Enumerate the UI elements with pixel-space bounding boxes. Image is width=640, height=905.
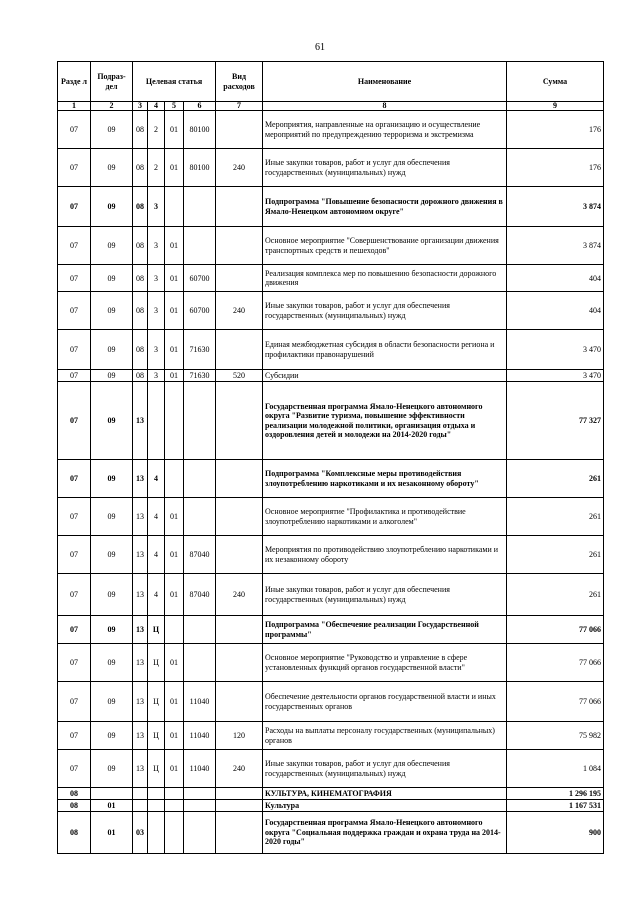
cell-event: 01 [165, 227, 184, 265]
cell-name: Расходы на выплаты персоналу государственных (муниципальных) органов [263, 722, 507, 750]
cell-sum: 261 [507, 536, 604, 574]
table-row [58, 460, 604, 498]
cell-direction [184, 812, 216, 854]
cell-program: 08 [133, 111, 148, 149]
cell-sum: 261 [507, 498, 604, 536]
table-row [58, 498, 604, 536]
cell-sum: 77 327 [507, 382, 604, 460]
cell-event: 01 [165, 265, 184, 292]
cell-razdel: 07 [58, 644, 91, 682]
column-number: 3 [133, 102, 148, 111]
table-row [58, 370, 604, 382]
table-row [58, 536, 604, 574]
table-row [58, 187, 604, 227]
cell-direction: 11040 [184, 722, 216, 750]
table-row [58, 330, 604, 370]
table-row [58, 800, 604, 812]
cell-subprogram: 4 [148, 536, 165, 574]
cell-sum: 77 066 [507, 644, 604, 682]
cell-direction: 60700 [184, 292, 216, 330]
cell-program: 13 [133, 750, 148, 788]
cell-program: 13 [133, 644, 148, 682]
cell-subprogram: 3 [148, 292, 165, 330]
cell-subprogram: Ц [148, 644, 165, 682]
table-row [58, 111, 604, 149]
cell-event: 01 [165, 370, 184, 382]
cell-razdel: 07 [58, 265, 91, 292]
cell-expense-type: 520 [216, 370, 263, 382]
cell-expense-type [216, 788, 263, 800]
cell-program: 08 [133, 149, 148, 187]
cell-event: 01 [165, 536, 184, 574]
cell-direction: 11040 [184, 682, 216, 722]
cell-podrazdel: 01 [91, 800, 133, 812]
cell-event: 01 [165, 574, 184, 616]
cell-direction: 87040 [184, 536, 216, 574]
page-number: 61 [315, 42, 325, 53]
cell-sum: 176 [507, 111, 604, 149]
cell-event [165, 460, 184, 498]
cell-subprogram: 3 [148, 265, 165, 292]
cell-subprogram: 4 [148, 498, 165, 536]
cell-program: 13 [133, 616, 148, 644]
cell-podrazdel: 09 [91, 370, 133, 382]
cell-subprogram: Ц [148, 616, 165, 644]
cell-event: 01 [165, 149, 184, 187]
cell-subprogram: 4 [148, 460, 165, 498]
cell-name: Единая межбюджетная субсидия в области безопасности региона и профилактики правонарушений [263, 330, 507, 370]
cell-razdel: 07 [58, 460, 91, 498]
cell-subprogram: 2 [148, 111, 165, 149]
table-row [58, 227, 604, 265]
cell-podrazdel: 09 [91, 330, 133, 370]
cell-name: Обеспечение деятельности органов государственной власти и иных государственных органов [263, 682, 507, 722]
cell-subprogram: 3 [148, 370, 165, 382]
column-number: 4 [148, 102, 165, 111]
cell-subprogram [148, 812, 165, 854]
cell-razdel: 07 [58, 187, 91, 227]
cell-razdel: 07 [58, 722, 91, 750]
cell-event: 01 [165, 682, 184, 722]
cell-program: 13 [133, 574, 148, 616]
cell-program: 13 [133, 382, 148, 460]
cell-name: Подпрограмма "Обеспечение реализации Государственной программы" [263, 616, 507, 644]
cell-subprogram: 2 [148, 149, 165, 187]
cell-subprogram: 3 [148, 330, 165, 370]
cell-program [133, 800, 148, 812]
cell-expense-type [216, 187, 263, 227]
cell-razdel: 07 [58, 370, 91, 382]
cell-subprogram: Ц [148, 722, 165, 750]
cell-sum: 404 [507, 292, 604, 330]
table-row [58, 382, 604, 460]
cell-event [165, 800, 184, 812]
cell-subprogram [148, 382, 165, 460]
cell-expense-type [216, 382, 263, 460]
cell-podrazdel: 09 [91, 750, 133, 788]
cell-podrazdel: 09 [91, 265, 133, 292]
header-celevaya: Целевая статья [133, 62, 216, 102]
cell-name: Государственная программа Ямало-Ненецкого автономного округа "Развитие туризма, повышение эффективности реализации молодежной политики, организация отдыха и оздоровления детей и молодежи на 2014-2020 годы" [263, 382, 507, 460]
cell-expense-type: 240 [216, 574, 263, 616]
table-row [58, 722, 604, 750]
cell-program: 08 [133, 370, 148, 382]
cell-razdel: 07 [58, 750, 91, 788]
cell-event [165, 812, 184, 854]
cell-event [165, 187, 184, 227]
cell-direction: 80100 [184, 111, 216, 149]
cell-name: Иные закупки товаров, работ и услуг для обеспечения государственных (муниципальных) нужд [263, 574, 507, 616]
cell-event: 01 [165, 498, 184, 536]
cell-program: 13 [133, 722, 148, 750]
cell-sum: 1 084 [507, 750, 604, 788]
cell-razdel: 08 [58, 812, 91, 854]
cell-direction [184, 187, 216, 227]
cell-subprogram: 3 [148, 187, 165, 227]
column-number-row [58, 102, 604, 111]
cell-direction [184, 800, 216, 812]
cell-sum: 3 470 [507, 370, 604, 382]
cell-name: Государственная программа Ямало-Ненецкого автономного округа "Социальная поддержка граждан и охрана труда на 2014-2020 годы" [263, 812, 507, 854]
cell-program: 13 [133, 536, 148, 574]
cell-podrazdel: 09 [91, 616, 133, 644]
cell-razdel: 08 [58, 800, 91, 812]
cell-expense-type: 240 [216, 750, 263, 788]
cell-podrazdel: 09 [91, 644, 133, 682]
cell-sum: 3 874 [507, 227, 604, 265]
cell-direction [184, 644, 216, 682]
cell-name: Культура [263, 800, 507, 812]
cell-podrazdel [91, 788, 133, 800]
cell-expense-type [216, 644, 263, 682]
budget-table [57, 61, 604, 854]
cell-direction: 71630 [184, 330, 216, 370]
cell-subprogram: Ц [148, 750, 165, 788]
table-row [58, 682, 604, 722]
table-body [58, 111, 604, 854]
cell-sum: 404 [507, 265, 604, 292]
cell-razdel: 07 [58, 149, 91, 187]
cell-razdel: 07 [58, 616, 91, 644]
cell-event: 01 [165, 750, 184, 788]
cell-podrazdel: 09 [91, 111, 133, 149]
cell-event [165, 382, 184, 460]
column-number: 5 [165, 102, 184, 111]
cell-sum: 3 874 [507, 187, 604, 227]
cell-razdel: 08 [58, 788, 91, 800]
cell-name: Иные закупки товаров, работ и услуг для обеспечения государственных (муниципальных) нужд [263, 750, 507, 788]
table-row [58, 265, 604, 292]
cell-direction: 87040 [184, 574, 216, 616]
cell-program: 08 [133, 227, 148, 265]
cell-direction: 71630 [184, 370, 216, 382]
cell-event: 01 [165, 644, 184, 682]
cell-podrazdel: 09 [91, 227, 133, 265]
cell-expense-type [216, 330, 263, 370]
cell-name: Иные закупки товаров, работ и услуг для обеспечения государственных (муниципальных) нужд [263, 149, 507, 187]
cell-direction [184, 616, 216, 644]
cell-podrazdel: 09 [91, 460, 133, 498]
cell-razdel: 07 [58, 498, 91, 536]
cell-name: Основное мероприятие "Руководство и управление в сфере установленных функций органов государственной власти" [263, 644, 507, 682]
cell-event: 01 [165, 292, 184, 330]
cell-subprogram: Ц [148, 682, 165, 722]
cell-sum: 261 [507, 574, 604, 616]
cell-sum: 176 [507, 149, 604, 187]
cell-name: Иные закупки товаров, работ и услуг для обеспечения государственных (муниципальных) нужд [263, 292, 507, 330]
column-number: 8 [263, 102, 507, 111]
column-number: 2 [91, 102, 133, 111]
cell-program: 08 [133, 265, 148, 292]
table-row [58, 644, 604, 682]
cell-sum: 1 296 195 [507, 788, 604, 800]
cell-program: 13 [133, 460, 148, 498]
header-podrazdel: Подраз- дел [91, 62, 133, 102]
cell-direction: 60700 [184, 265, 216, 292]
header-name: Наименование [263, 62, 507, 102]
cell-sum: 77 066 [507, 616, 604, 644]
cell-name: Мероприятия по противодействию злоупотреблению наркотиками и их незаконному обороту [263, 536, 507, 574]
cell-sum: 1 167 531 [507, 800, 604, 812]
cell-expense-type: 240 [216, 149, 263, 187]
header-razdel: Разде л [58, 62, 91, 102]
cell-event: 01 [165, 111, 184, 149]
cell-program: 13 [133, 498, 148, 536]
table-row [58, 788, 604, 800]
cell-direction [184, 498, 216, 536]
cell-name: Основное мероприятие "Совершенствование организации движения транспортных средств и пешеходов" [263, 227, 507, 265]
cell-name: Мероприятия, направленные на организацию и осуществление мероприятий по предупреждению терроризма и экстремизма [263, 111, 507, 149]
table-row [58, 292, 604, 330]
table-row [58, 812, 604, 854]
cell-expense-type: 120 [216, 722, 263, 750]
cell-podrazdel: 09 [91, 187, 133, 227]
cell-podrazdel: 09 [91, 498, 133, 536]
cell-event: 01 [165, 330, 184, 370]
cell-name: КУЛЬТУРА, КИНЕМАТОГРАФИЯ [263, 788, 507, 800]
table-row [58, 616, 604, 644]
cell-expense-type [216, 682, 263, 722]
header-row [58, 62, 604, 102]
cell-direction: 11040 [184, 750, 216, 788]
cell-razdel: 07 [58, 227, 91, 265]
cell-podrazdel: 09 [91, 382, 133, 460]
cell-program: 08 [133, 187, 148, 227]
cell-subprogram: 3 [148, 227, 165, 265]
cell-name: Реализация комплекса мер по повышению безопасности дорожного движения [263, 265, 507, 292]
cell-razdel: 07 [58, 382, 91, 460]
cell-expense-type [216, 111, 263, 149]
cell-event [165, 616, 184, 644]
cell-sum: 75 982 [507, 722, 604, 750]
cell-podrazdel: 09 [91, 574, 133, 616]
table-row [58, 149, 604, 187]
cell-name: Основное мероприятие "Профилактика и противодействие злоупотреблению наркотиками и алкоголем" [263, 498, 507, 536]
cell-sum: 900 [507, 812, 604, 854]
cell-expense-type [216, 227, 263, 265]
cell-razdel: 07 [58, 330, 91, 370]
cell-program: 08 [133, 292, 148, 330]
cell-podrazdel: 09 [91, 722, 133, 750]
cell-podrazdel: 09 [91, 292, 133, 330]
cell-program: 08 [133, 330, 148, 370]
cell-razdel: 07 [58, 536, 91, 574]
column-number: 9 [507, 102, 604, 111]
cell-direction [184, 460, 216, 498]
cell-expense-type: 240 [216, 292, 263, 330]
cell-expense-type [216, 616, 263, 644]
cell-name: Субсидии [263, 370, 507, 382]
cell-program: 13 [133, 682, 148, 722]
cell-direction: 80100 [184, 149, 216, 187]
table-row [58, 750, 604, 788]
cell-sum: 77 066 [507, 682, 604, 722]
header-sum: Сумма [507, 62, 604, 102]
cell-razdel: 07 [58, 574, 91, 616]
cell-expense-type [216, 460, 263, 498]
cell-sum: 261 [507, 460, 604, 498]
cell-podrazdel: 09 [91, 536, 133, 574]
column-number: 1 [58, 102, 91, 111]
cell-podrazdel: 09 [91, 682, 133, 722]
cell-direction [184, 382, 216, 460]
cell-program [133, 788, 148, 800]
cell-event [165, 788, 184, 800]
cell-sum: 3 470 [507, 330, 604, 370]
cell-name: Подпрограмма "Комплексные меры противодействия злоупотреблению наркотиками и их незаконному обороту" [263, 460, 507, 498]
cell-expense-type [216, 812, 263, 854]
table-row [58, 574, 604, 616]
cell-expense-type [216, 536, 263, 574]
cell-direction [184, 227, 216, 265]
cell-event: 01 [165, 722, 184, 750]
cell-podrazdel: 09 [91, 149, 133, 187]
cell-name: Подпрограмма "Повышение безопасности дорожного движения в Ямало-Ненецком автономном округе" [263, 187, 507, 227]
cell-expense-type [216, 800, 263, 812]
column-number: 7 [216, 102, 263, 111]
cell-subprogram [148, 800, 165, 812]
cell-expense-type [216, 265, 263, 292]
cell-razdel: 07 [58, 682, 91, 722]
cell-podrazdel: 01 [91, 812, 133, 854]
cell-program: 03 [133, 812, 148, 854]
cell-expense-type [216, 498, 263, 536]
cell-razdel: 07 [58, 292, 91, 330]
cell-razdel: 07 [58, 111, 91, 149]
header-vid: Вид расходов [216, 62, 263, 102]
cell-subprogram: 4 [148, 574, 165, 616]
cell-direction [184, 788, 216, 800]
column-number: 6 [184, 102, 216, 111]
cell-subprogram [148, 788, 165, 800]
